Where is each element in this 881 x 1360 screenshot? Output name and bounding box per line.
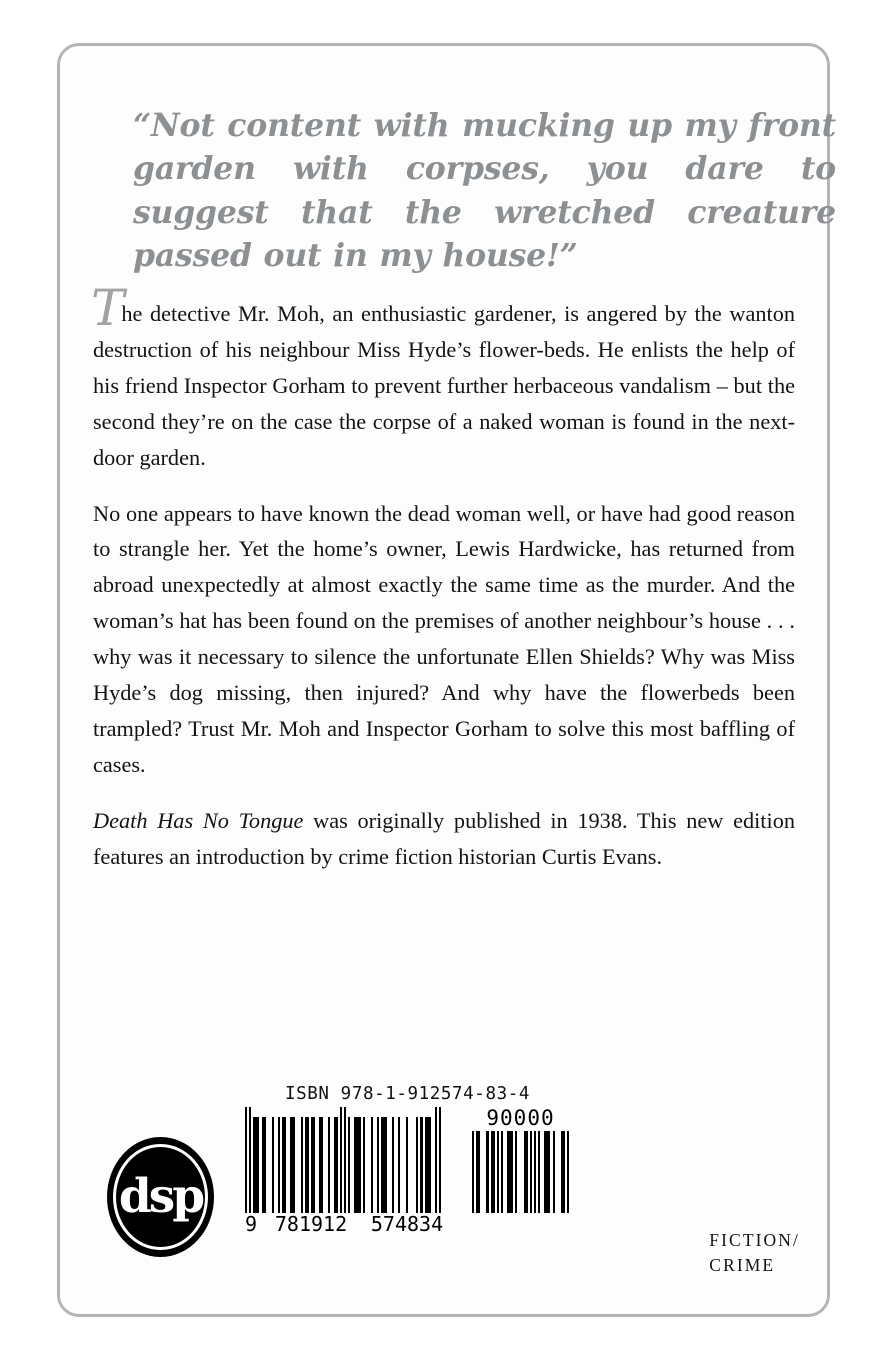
genre-category-label: [709, 1228, 800, 1278]
blurb-paragraph-3: [93, 803, 795, 875]
ean13-bars: [245, 1107, 455, 1213]
blurb-paragraph-3-text: was originally published in 1938. This new edition features an introduction by crime fiction historian Curtis Evans.: [93, 807, 795, 869]
ean13-symbol: [245, 1107, 455, 1236]
blurb-paragraph-1-text: he detective Mr. Moh, an enthusiastic gardener, is angered by the wanton destruction of his neighbour Miss Hyde’s flower-beds. He enlists the help of his friend Inspector Gorham to prevent further herbaceous vandalism – but the second they’re on the case the corpse of a naked woman is found in the next-door garden.: [93, 301, 795, 470]
isbn-number-label: ISBN 978-1-912574-83-4: [285, 1084, 530, 1104]
ean5-addon-digits: 90000: [486, 1106, 555, 1130]
pull-quote: “Not content with mucking up my front garden with corpses, you dare to suggest that the wretched creature passed out in my house!”: [133, 106, 836, 274]
blurb-text-block: [91, 279, 795, 875]
ean5-addon-symbol: [472, 1107, 569, 1213]
blurb-paragraph-2: No one appears to have known the dead woman well, or have had good reason to strangle her. Yet the home’s owner, Lewis Hardwicke, has returned from abroad unexpectedly at almost exactly the same time as the murder. And the woman’s hat has been found on the premises of another neighbour’s house . . . why was it necessary to silence the unfortunate Ellen Shields? Why was Miss Hyde’s dog missing, then injured? And why have the flowerbeds been trampled? Trust Mr. Moh and Inspector Gorham to solve this most baffling of cases.: [93, 500, 795, 777]
isbn-barcode-block: [245, 1084, 570, 1236]
ean13-digits: [245, 1212, 455, 1236]
cover-footer-band: [57, 1080, 830, 1310]
blurb-paragraph-1: [91, 279, 795, 476]
drop-cap-letter: T: [91, 279, 123, 337]
ean-left-group: 781912: [274, 1212, 348, 1236]
ean-lead-digit: 9: [245, 1212, 258, 1236]
book-title-mention: Death Has No Tongue: [93, 807, 304, 833]
ean-right-group: 574834: [370, 1212, 444, 1236]
genre-line-2: CRIME: [709, 1255, 776, 1275]
logo-wordmark: dsp: [118, 1168, 203, 1224]
genre-line-1: FICTION/: [709, 1230, 800, 1250]
barcode-row: [245, 1107, 570, 1236]
ean5-addon-bars: [472, 1131, 569, 1213]
publisher-logo-dsp-icon: [107, 1137, 214, 1257]
